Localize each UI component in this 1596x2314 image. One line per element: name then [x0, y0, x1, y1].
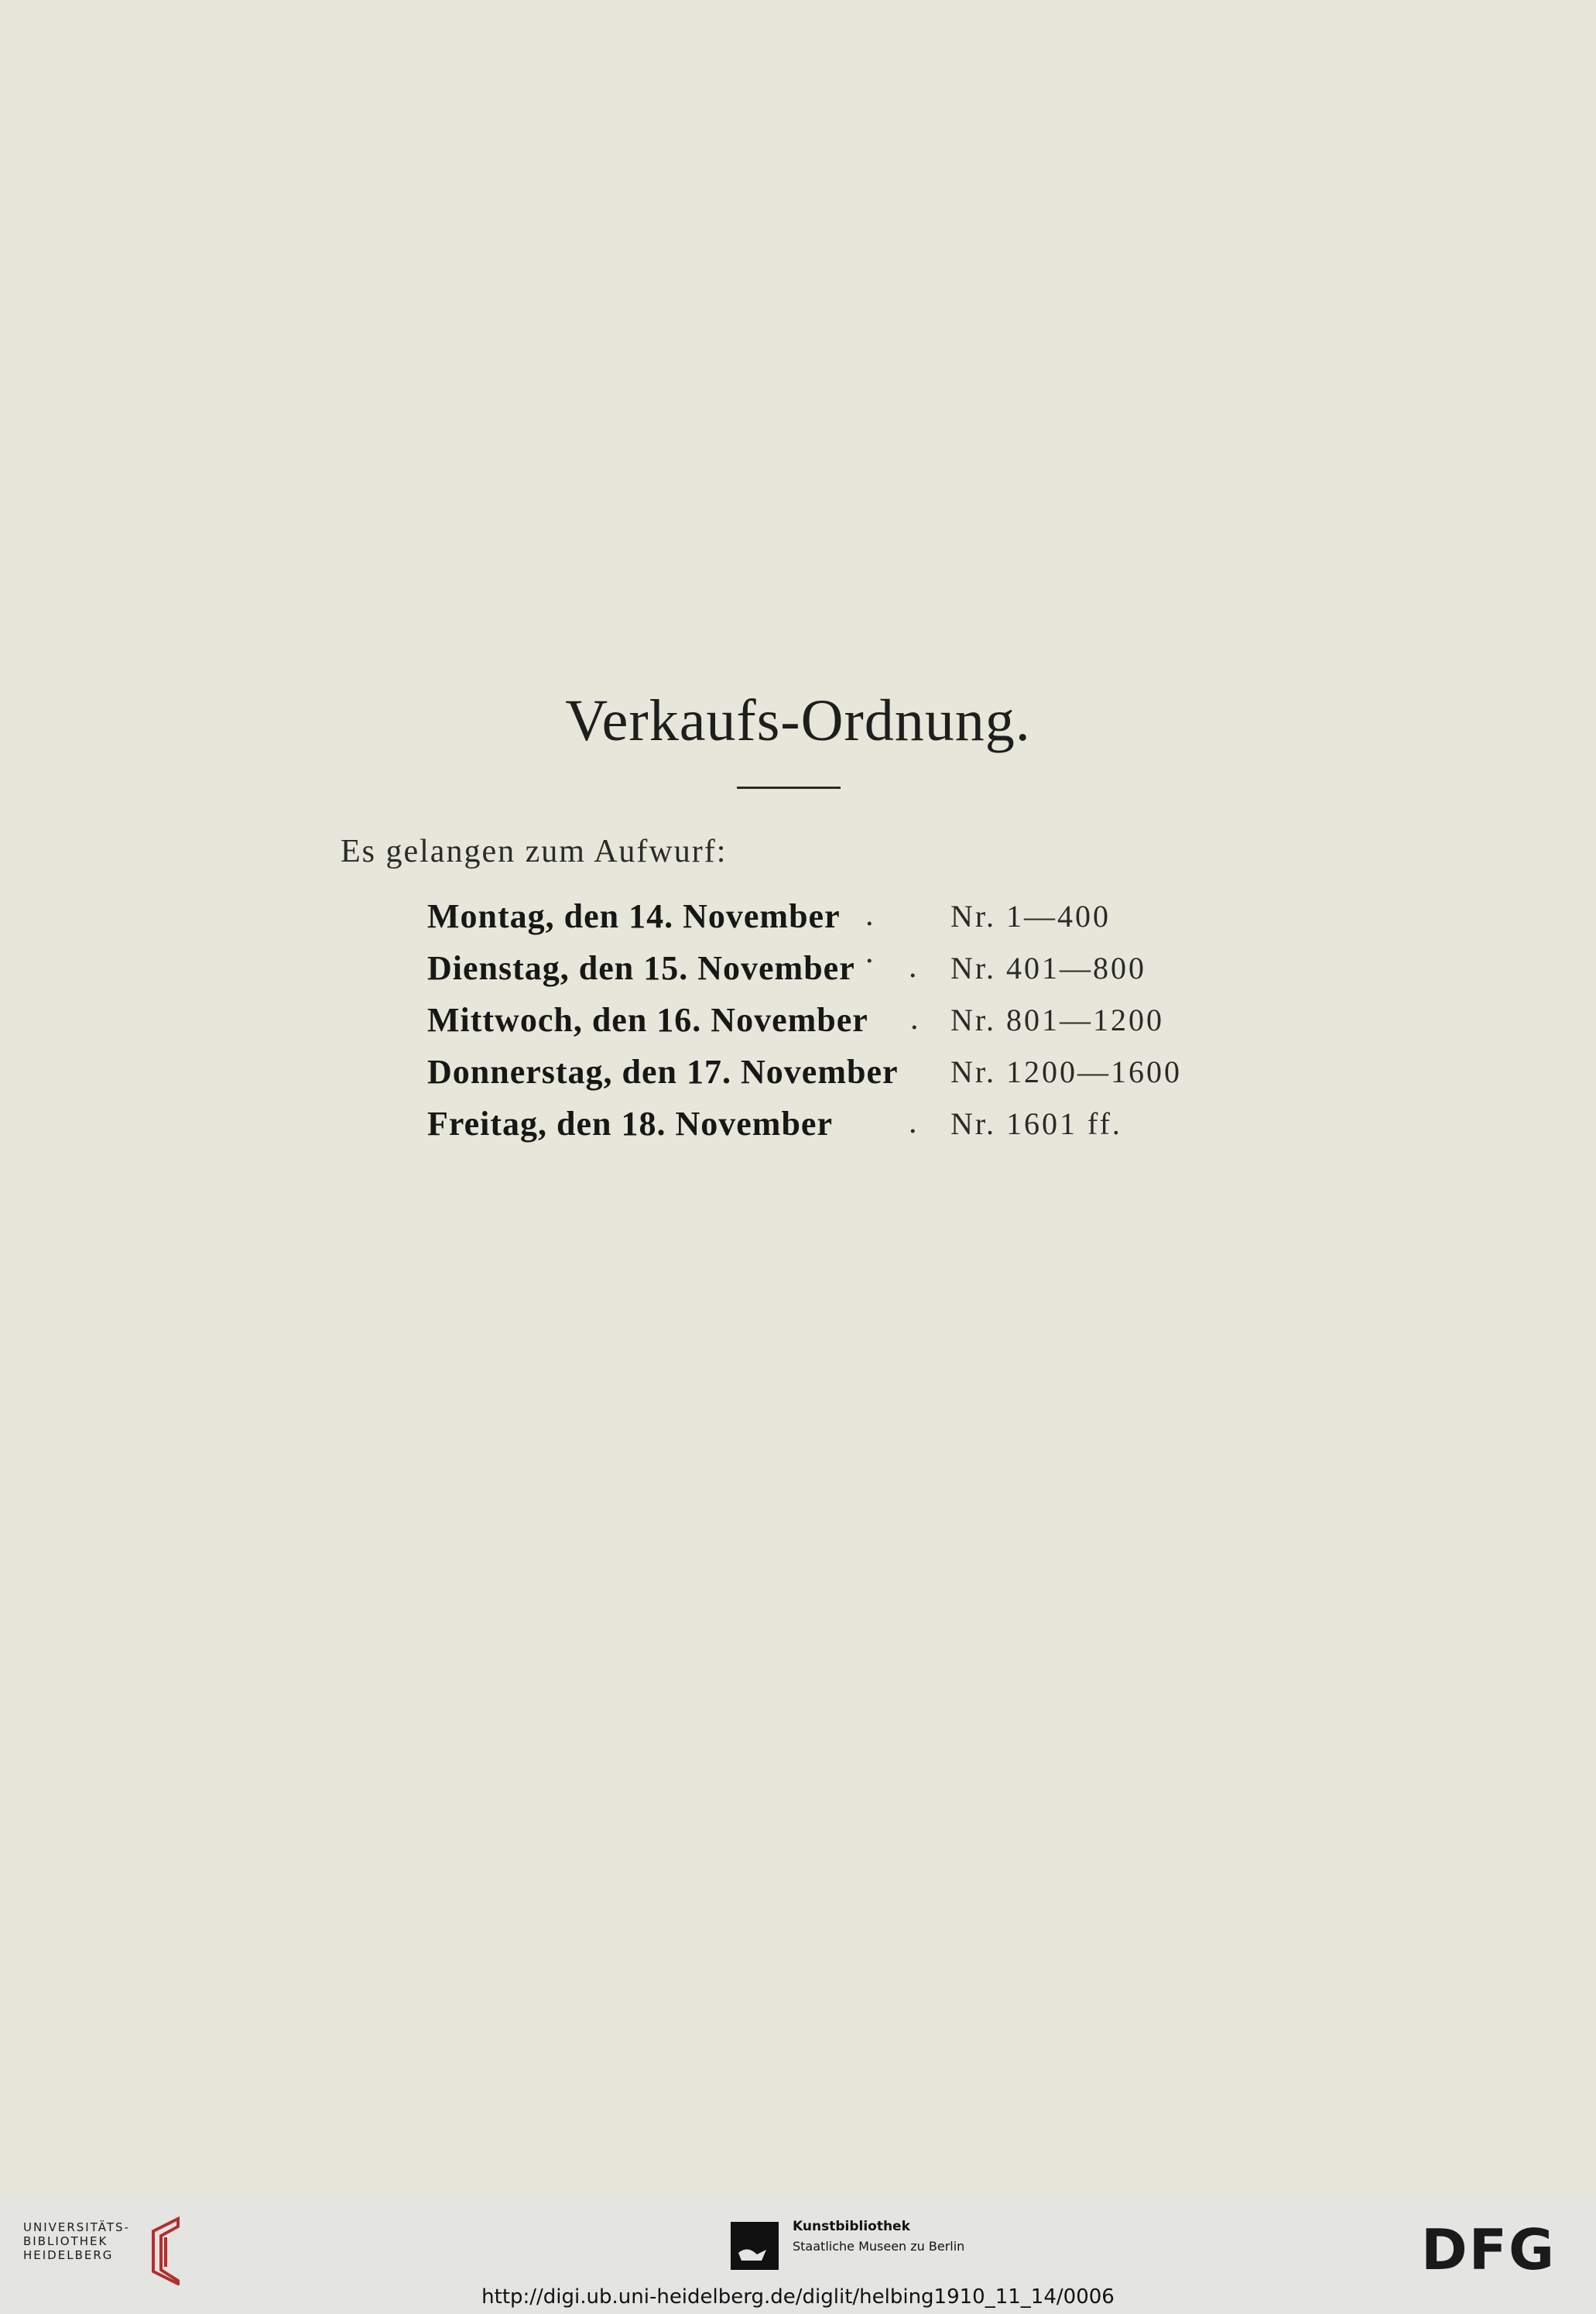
lot-numbers: Nr. 401—800: [950, 951, 1146, 986]
leader-dots: . .: [865, 897, 874, 970]
library-emblem-icon: [144, 2216, 190, 2285]
schedule-day: Dienstag, den 15. November: [427, 949, 855, 987]
library-line: BIBLIOTHEK: [23, 2234, 108, 2248]
lot-numbers: Nr. 1200—1600: [950, 1054, 1182, 1089]
lot-numbers: Nr. 1—400: [950, 899, 1111, 934]
page-title: Verkaufs-Ordnung.: [565, 688, 1031, 753]
library-line: HEIDELBERG: [23, 2248, 114, 2262]
kunstbibliothek-subtitle: Staatliche Museen zu Berlin: [793, 2239, 965, 2254]
library-line: UNIVERSITÄTS-: [23, 2220, 130, 2234]
leader-dots: .: [910, 1001, 919, 1037]
schedule-day: Donnerstag, den 17. November: [427, 1053, 899, 1091]
schedule-day: Montag, den 14. November: [427, 897, 841, 935]
kunstbibliothek-logo-icon[interactable]: [731, 2222, 779, 2270]
lot-numbers: Nr. 1601 ff.: [950, 1106, 1122, 1141]
leader-dots: .: [909, 1105, 917, 1140]
leader-dots: .: [909, 949, 917, 985]
intro-text: Es gelangen zum Aufwurf:: [341, 834, 728, 869]
dfg-logo[interactable]: DFG: [1421, 2217, 1557, 2282]
kunstbibliothek-name: Kunstbibliothek: [793, 2219, 910, 2234]
schedule-day: Freitag, den 18. November: [427, 1105, 833, 1143]
schedule-day: Mittwoch, den 16. November: [427, 1001, 868, 1039]
lot-numbers: Nr. 801—1200: [950, 1003, 1164, 1037]
title-rule: [737, 787, 841, 789]
permalink-url[interactable]: http://digi.ub.uni-heidelberg.de/diglit/helbing1910_11_14/0006: [481, 2285, 1115, 2309]
university-library-logo[interactable]: [23, 2220, 130, 2262]
